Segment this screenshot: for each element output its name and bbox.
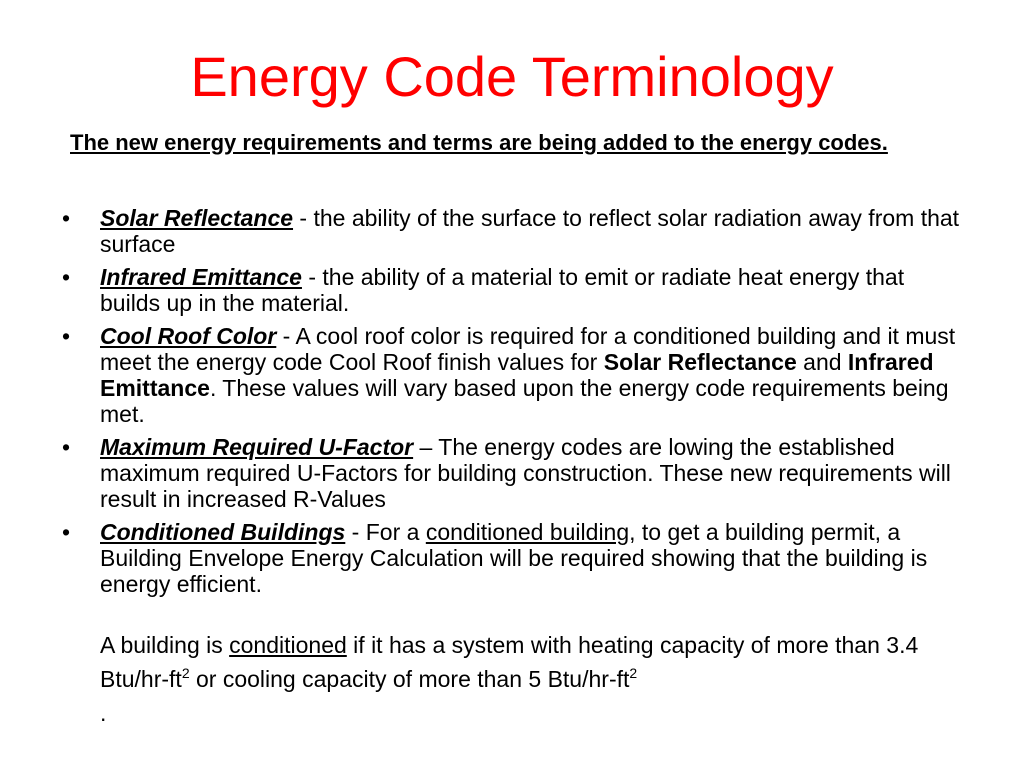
- terminology-list: [62, 205, 962, 604]
- term-maximum-u-factor: Maximum Required U-Factor: [100, 434, 414, 460]
- conditioned-definition-note: [100, 628, 980, 730]
- definition-text: , to get a building permit, a Building Envelope Energy Calculation will be required showing that the building is energy efficient.: [100, 519, 928, 597]
- note-text: .: [100, 700, 107, 726]
- bullet-icon: •: [62, 264, 71, 290]
- definition-text: - For a: [345, 519, 426, 545]
- definition-text: – The energy codes are lowing the established maximum required U-Factors for building construction. These new requirements will result in increased R-Values: [100, 434, 951, 512]
- term-cool-roof-color: Cool Roof Color: [100, 323, 277, 349]
- slide-title: Energy Code Terminology: [190, 45, 834, 108]
- underlined-conditioned-building: conditioned building: [425, 519, 630, 545]
- note-text: A building is: [100, 632, 230, 658]
- bullet-icon: •: [62, 434, 71, 460]
- underlined-conditioned: conditioned: [229, 632, 347, 658]
- bullet-icon: •: [62, 519, 71, 545]
- definition-text: - the ability of the surface to reflect solar radiation away from that surface: [100, 205, 960, 257]
- bold-infrared-emittance: Infrared Emittance: [100, 349, 934, 401]
- slide-subtitle: The new energy requirements and terms are being added to the energy codes.: [70, 130, 888, 155]
- list-item-infrared-emittance: [62, 264, 962, 316]
- note-text: or cooling capacity of more than 5 Btu/hr-ft: [189, 666, 630, 692]
- superscript: 2: [181, 665, 190, 681]
- term-solar-reflectance: Solar Reflectance: [100, 205, 294, 231]
- list-item-maximum-u-factor: [62, 434, 962, 512]
- list-item-solar-reflectance: [62, 205, 962, 257]
- list-item-cool-roof-color: [62, 323, 962, 427]
- term-conditioned-buildings: Conditioned Buildings: [100, 519, 346, 545]
- term-infrared-emittance: Infrared Emittance: [100, 264, 302, 290]
- definition-text: - A cool roof color is required for a conditioned building and it must meet the energy code Cool Roof finish values for: [100, 323, 956, 375]
- definition-text: . These values will vary based upon the energy code requirements being met.: [100, 375, 949, 427]
- note-text: if it has a system with heating capacity of more than 3.4 Btu/hr-ft: [100, 632, 919, 692]
- bold-solar-reflectance: Solar Reflectance: [603, 349, 797, 375]
- superscript: 2: [629, 665, 638, 681]
- bullet-icon: •: [62, 205, 71, 231]
- definition-text: and: [796, 349, 848, 375]
- list-item-conditioned-buildings: [62, 519, 962, 597]
- definition-text: - the ability of a material to emit or radiate heat energy that builds up in the material.: [100, 264, 905, 316]
- bullet-icon: •: [62, 323, 71, 349]
